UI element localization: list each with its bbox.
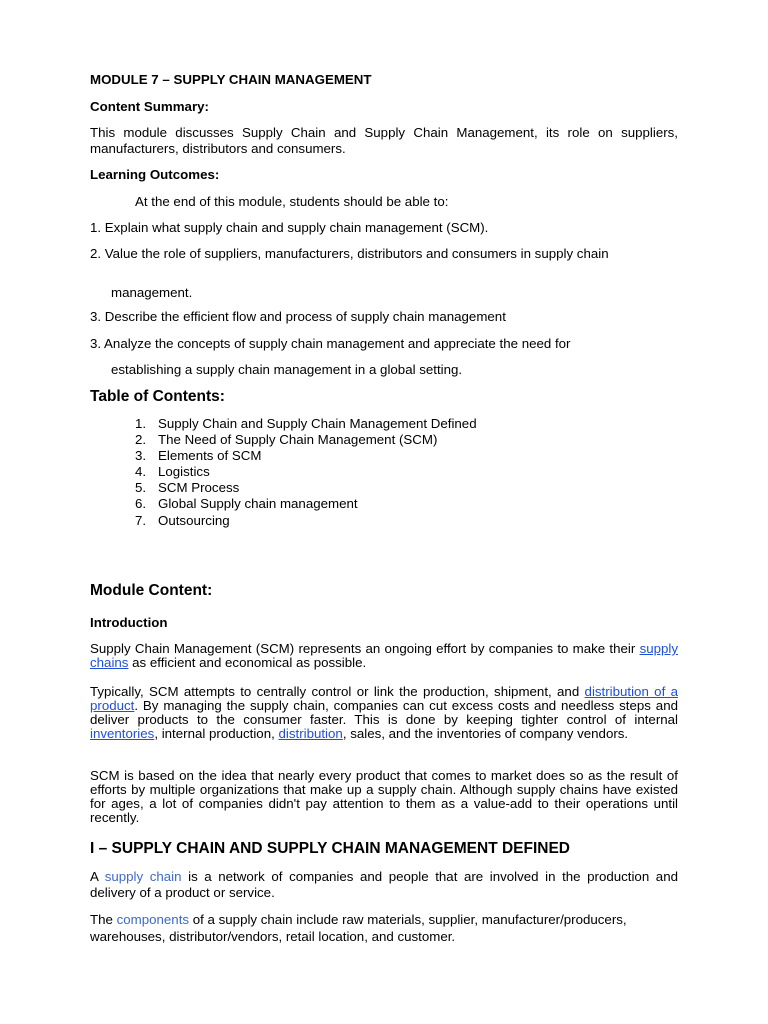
- learning-outcomes-heading: Learning Outcomes:: [90, 167, 220, 182]
- introduction-heading: Introduction: [90, 615, 168, 630]
- supply-chains-link[interactable]: supply chains: [90, 641, 678, 671]
- inventories-link[interactable]: inventories: [90, 726, 155, 742]
- section-1-paragraph-1: A supply chain is a network of companies and people that are involved in the production and delivery of a product or service.: [90, 869, 678, 900]
- outcome-item-4: 3. Analyze the concepts of supply chain management and appreciate the need for: [90, 336, 571, 351]
- intro-paragraph-1: Supply Chain Management (SCM) represents an ongoing effort by companies to make their supply chains as efficient and economical as possible.: [90, 641, 678, 671]
- components-term: components: [116, 912, 190, 927]
- outcome-item-2: 2. Value the role of suppliers, manufacturers, distributors and consumers in supply chain: [90, 246, 609, 261]
- module-content-heading: Module Content:: [90, 582, 213, 599]
- toc-list: [135, 416, 477, 529]
- outcome-item-4-continued: establishing a supply chain management in a global setting.: [111, 362, 463, 377]
- content-summary-text: This module discusses Supply Chain and Supply Chain Management, its role on suppliers, manufacturers, distributors and consumers.: [90, 125, 678, 156]
- module-title: MODULE 7 – SUPPLY CHAIN MANAGEMENT: [90, 72, 372, 87]
- toc-item: 2. The Need of Supply Chain Management (SCM): [135, 432, 438, 448]
- toc-item: 6. Global Supply chain management: [135, 496, 358, 512]
- toc-item: 7. Outsourcing: [135, 512, 230, 528]
- intro-paragraph-3: SCM is based on the idea that nearly every product that comes to market does so as the result of efforts by multiple organizations that make up a supply chain. Although supply chains have existed for ages, a lot of companies didn't pay attention to them as a value-add to their operations until recently.: [90, 768, 678, 826]
- learning-outcomes-intro: At the end of this module, students should be able to:: [135, 194, 449, 209]
- outcome-item-1: 1. Explain what supply chain and supply chain management (SCM).: [90, 220, 489, 235]
- section-1-heading: I – SUPPLY CHAIN AND SUPPLY CHAIN MANAGEMENT DEFINED: [90, 840, 571, 857]
- toc-heading: Table of Contents:: [90, 388, 225, 405]
- distribution-link[interactable]: distribution: [278, 726, 343, 742]
- supply-chain-term: supply chain: [104, 869, 182, 884]
- toc-item: 3. Elements of SCM: [135, 448, 262, 464]
- section-1-paragraph-2: The components of a supply chain include raw materials, supplier, manufacturer/producers, warehouses, distributor/vendors, retail location, and customer.: [90, 912, 627, 944]
- toc-item: 4. Logistics: [135, 464, 210, 480]
- outcome-item-2-continued: management.: [111, 285, 193, 300]
- toc-item: 5. SCM Process: [135, 480, 240, 496]
- intro-paragraph-2: Typically, SCM attempts to centrally control or link the production, shipment, and distribution of a product. By managing the supply chain, companies can cut excess costs and needless steps and deliver products to the consumer faster. This is done by keeping tighter control of internal inventories, internal production, distribution, sales, and the inventories of company vendors.: [90, 684, 678, 742]
- content-summary-heading: Content Summary:: [90, 99, 209, 114]
- distribution-of-a-product-link[interactable]: distribution of a product: [90, 684, 678, 714]
- outcome-item-3: 3. Describe the efficient flow and process of supply chain management: [90, 309, 506, 324]
- toc-item: 1. Supply Chain and Supply Chain Management Defined: [135, 416, 477, 431]
